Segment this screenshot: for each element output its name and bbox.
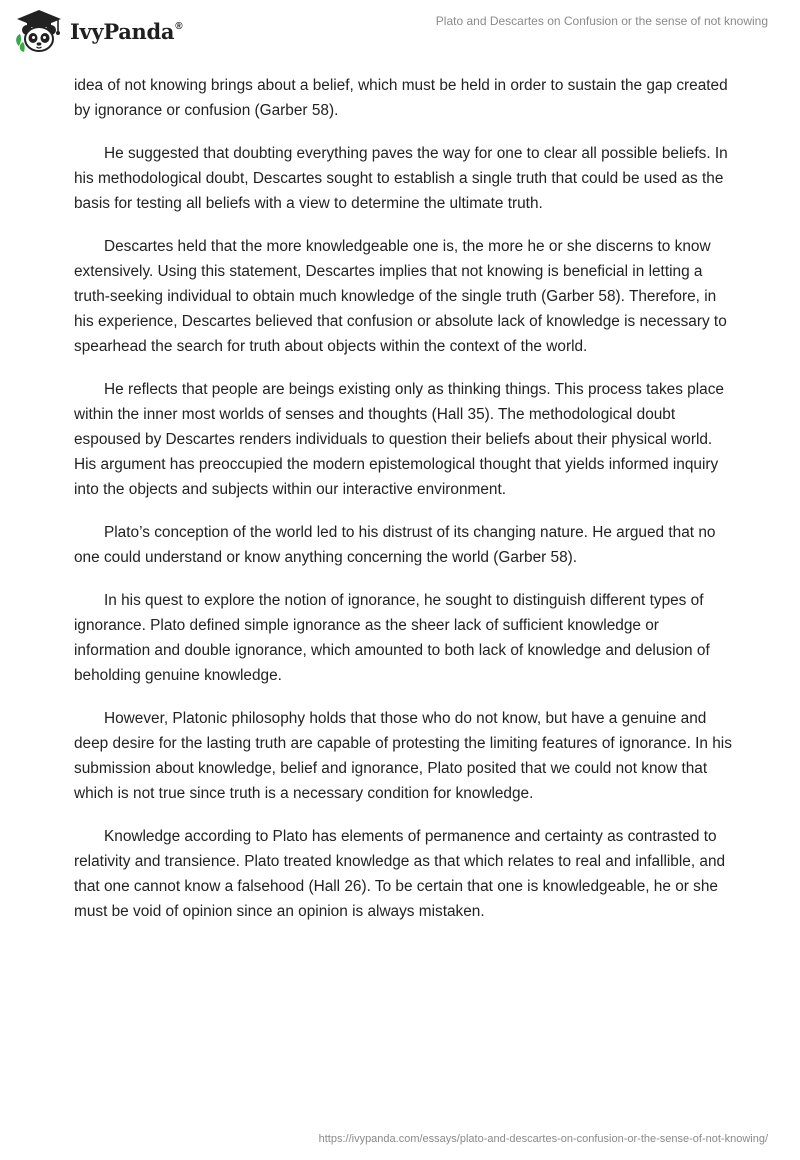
source-url[interactable]: https://ivypanda.com/essays/plato-and-descartes-on-confusion-or-the-sense-of-not-knowing/	[318, 1133, 768, 1145]
paragraph: He suggested that doubting everything paves the way for one to clear all possible beliefs. In his methodological doubt, Descartes sought to establish a single truth that could be used as the basis for testing all beliefs with a view to determine the ultimate truth.	[74, 145, 728, 212]
page-header	[0, 0, 800, 64]
registered-mark: ®	[175, 20, 183, 32]
paragraph: In his quest to explore the notion of ignorance, he sought to distinguish different types of ignorance. Plato defined simple ignorance as the sheer lack of sufficient knowledge or information and double ignorance, which amounted to both lack of knowledge and delusion of beholding genuine knowledge.	[74, 592, 710, 684]
paragraph: Plato’s conception of the world led to his distrust of its changing nature. He argued that no one could understand or know anything concerning the world (Garber 58).	[74, 524, 716, 566]
paragraph: However, Platonic philosophy holds that those who do not know, but have a genuine and deep desire for the lasting truth are capable of protesting the limiting features of ignorance. In his submission about knowledge, belief and ignorance, Plato posited that we could not know that which is not true since truth is a necessary condition for knowledge.	[74, 710, 732, 802]
document-title: Plato and Descartes on Confusion or the sense of not knowing	[435, 14, 768, 28]
paragraph: idea of not knowing brings about a belief, which must be held in order to sustain the gap created by ignorance or confusion (Garber 58).	[74, 77, 728, 119]
ivypanda-logo[interactable]	[14, 8, 182, 54]
panda-graduate-icon	[14, 8, 64, 54]
paragraph: Knowledge according to Plato has elements of permanence and certainty as contrasted to relativity and transience. Plato treated knowledge as that which relates to real and infallible, and that one cannot know a falsehood (Hall 26). To be certain that one is knowledgeable, he or she must be void of opinion since an opinion is always mistaken.	[74, 828, 726, 920]
brand-name: IvyPanda®	[70, 18, 183, 44]
paragraph: Descartes held that the more knowledgeable one is, the more he or she discerns to know extensively. Using this statement, Descartes implies that not knowing is beneficial in letting a truth-seeking individual to obtain much knowledge of the single truth (Garber 58). Therefore, in his experience, Descartes believed that confusion or absolute lack of knowledge is necessary to spearhead the search for truth about objects within the context of the world.	[74, 238, 727, 355]
essay-body	[74, 73, 734, 942]
paragraph: He reflects that people are beings existing only as thinking things. This process takes place within the inner most worlds of senses and thoughts (Hall 35). The methodological doubt espoused by Descartes renders individuals to question their beliefs about their physical world. His argument has preoccupied the modern epistemological thought that yields informed inquiry into the objects and subjects within our interactive environment.	[74, 381, 724, 498]
